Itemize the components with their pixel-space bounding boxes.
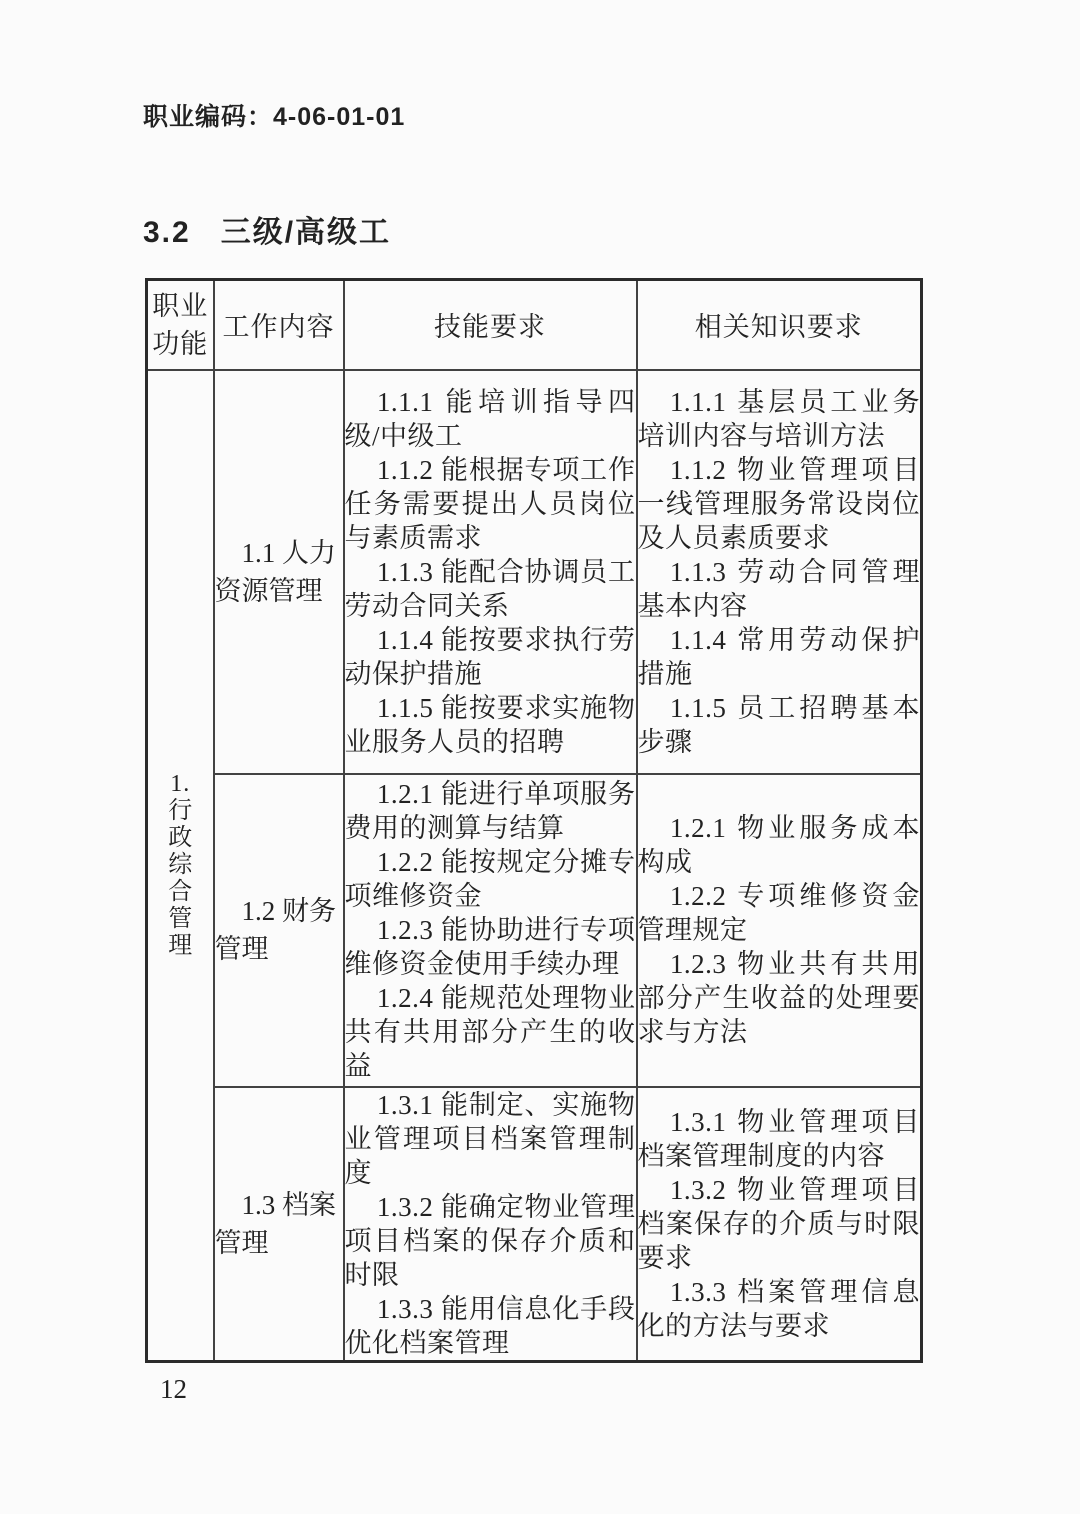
column-header-skills: 技能要求 [344,280,637,370]
knowledge-item: 1.2.3 物业共有共用部分产生收益的处理要求与方法 [637,949,920,1047]
table-header-row [147,280,922,370]
table-row-hr-management [147,370,922,774]
knowledge-item: 1.1.4 常用劳动保护措施 [637,624,920,689]
knowledge-item: 1.1.1 基层员工业务培训内容与培训方法 [637,386,920,451]
skill-item: 1.2.4 能规范处理物业共有共用部分产生的收益 [344,983,636,1081]
skills-cell [344,774,637,1087]
skill-item: 1.1.2 能根据专项工作任务需要提出人员岗位与素质需求 [344,454,636,553]
section-heading [143,207,391,251]
function-group-cell [147,370,214,1362]
work-content-cell [214,1087,344,1362]
column-header-work-content: 工作内容 [214,280,344,370]
work-content-label: 1.1 人力资源管理 [214,537,336,606]
skills-cell [344,1087,637,1362]
skill-item: 1.3.2 能确定物业管理项目档案的保存介质和时限 [344,1191,636,1290]
function-group-name: 行政综合管理 [168,798,193,959]
knowledge-item: 1.3.3 档案管理信息化的方法与要求 [637,1276,920,1341]
table-row-finance-management [147,774,922,1087]
table-row-archive-management [147,1087,922,1362]
skill-item: 1.2.1 能进行单项服务费用的测算与结算 [344,779,636,843]
knowledge-item: 1.3.1 物业管理项目档案管理制度的内容 [637,1106,920,1171]
occupation-code: 职业编码：4-06-01-01 [143,103,406,131]
column-header-function: 职业功能 [147,280,214,370]
work-content-label: 1.3 档案管理 [214,1189,336,1258]
knowledge-cell [637,774,922,1087]
skill-item: 1.3.3 能用信息化手段优化档案管理 [344,1293,636,1358]
section-title: 三级/高级工 [220,216,392,249]
section-number: 3.2 [143,216,191,249]
knowledge-item: 1.3.2 物业管理项目档案保存的介质与时限要求 [637,1174,920,1273]
work-content-cell [214,370,344,774]
skill-item: 1.1.5 能按要求实施物业服务人员的招聘 [344,692,636,757]
work-content-cell [214,774,344,1087]
knowledge-cell [637,370,922,774]
skill-item: 1.1.1 能培训指导四级/中级工 [344,386,636,451]
function-group-number: 1. [170,771,191,797]
skill-standard-table [145,278,923,1363]
knowledge-item: 1.2.2 专项维修资金管理规定 [637,881,920,945]
skill-item: 1.3.1 能制定、实施物业管理项目档案管理制度 [344,1089,636,1188]
knowledge-item: 1.1.2 物业管理项目一线管理服务常设岗位及人员素质要求 [637,454,920,553]
function-group [148,770,213,960]
skill-item: 1.2.2 能按规定分摊专项维修资金 [344,847,636,911]
knowledge-cell [637,1087,922,1362]
knowledge-item: 1.2.1 物业服务成本构成 [637,813,920,877]
skill-item: 1.2.3 能协助进行专项维修资金使用手续办理 [344,915,636,979]
column-header-knowledge: 相关知识要求 [637,280,922,370]
skills-cell [344,370,637,774]
skill-item: 1.1.4 能按要求执行劳动保护措施 [344,624,636,689]
work-content-label: 1.2 财务管理 [214,896,336,964]
knowledge-item: 1.1.3 劳动合同管理基本内容 [637,556,920,621]
skill-item: 1.1.3 能配合协调员工劳动合同关系 [344,556,636,621]
knowledge-item: 1.1.5 员工招聘基本步骤 [637,692,920,757]
page-number: 12 [160,1374,187,1404]
